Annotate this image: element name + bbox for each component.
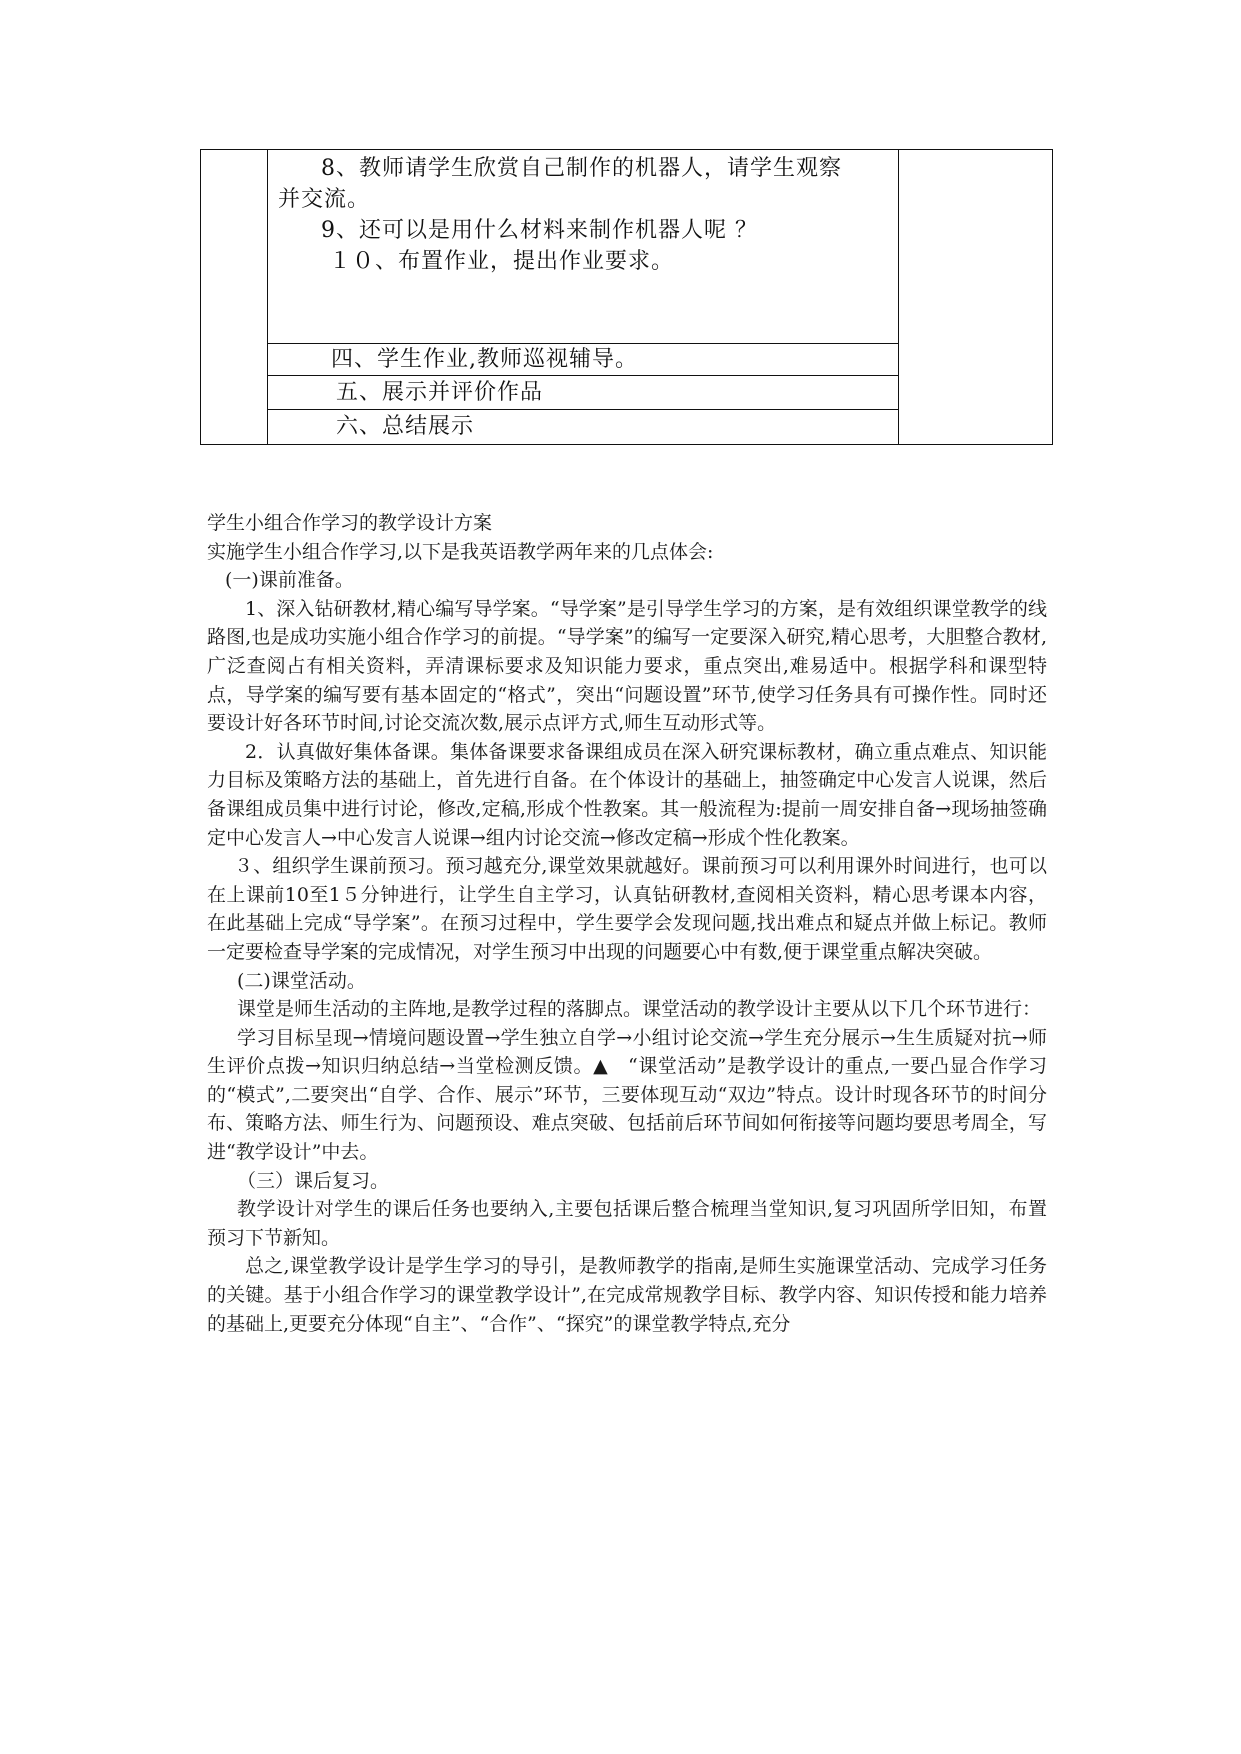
row-6-text: 六、总结展示 bbox=[336, 414, 475, 439]
step-10: １０、布置作业，提出作业要求。 bbox=[329, 249, 675, 274]
article-body bbox=[207, 509, 1047, 1338]
row-5-text: 五、展示并评价作品 bbox=[336, 380, 544, 405]
paragraph-1: 1、深入钻研教材,精心编写导学案。“导学案”是引导学生学习的方案，是有效组织课堂教学的线路图,也是成功实施小组合作学习的前提。“导学案”的编写一定要深入研究,精心思考，大胆整合教材,广泛查阅占有相关资料，弄清课标要求及知识能力要求，重点突出,难易适中。根据学科和课型特点，导学案的编写要有基本固定的“格式”，突出“问题设置”环节,使学习任务具有可操作性。同时还要设计好各环节时间,讨论交流次数,展示点评方式,师生互动形式等。 bbox=[207, 597, 1047, 735]
step-8-line-2: 并交流。 bbox=[278, 187, 371, 212]
section-1-heading: (一)课前准备。 bbox=[225, 569, 354, 592]
table-row-steps bbox=[268, 150, 898, 344]
table-right-column bbox=[898, 150, 1053, 444]
table-left-column bbox=[201, 150, 268, 444]
row-4-text: 四、学生作业,教师巡视辅导。 bbox=[331, 347, 638, 372]
paragraph-4: 课堂是师生活动的主阵地,是教学过程的落脚点。课堂活动的教学设计主要从以下几个环节进行： bbox=[237, 998, 1042, 1021]
step-8-line-1: 8、教师请学生欣赏自己制作的机器人，请学生观察 bbox=[321, 156, 842, 181]
section-2-heading: (二)课堂活动。 bbox=[237, 969, 366, 992]
lesson-steps-table bbox=[200, 149, 1053, 445]
article-title: 学生小组合作学习的教学设计方案 bbox=[207, 512, 493, 534]
paragraph-6: 教学设计对学生的课后任务也要纳入,主要包括课后整合梳理当堂知识,复习巩固所学旧知，布置预习下节新知。 bbox=[207, 1198, 1047, 1249]
paragraph-2: 2．认真做好集体备课。集体备课要求备课组成员在深入研究课标教材，确立重点难点、知识能力目标及策略方法的基础上，首先进行自备。在个体设计的基础上，抽签确定中心发言人说课，然后备课组成员集中进行讨论，修改,定稿,形成个性教案。其一般流程为:提前一周安排自备→现场抽签确定中心发言人→中心发言人说课→组内讨论交流→修改定稿→形成个性化教案。 bbox=[207, 740, 1047, 849]
paragraph-7: 总之,课堂教学设计是学生学习的导引，是教师教学的指南,是师生实施课堂活动、完成学习任务的关键。基于小组合作学习的课堂教学设计”,在完成常规教学目标、教学内容、知识传授和能力培养的基础上,更要充分体现“自主”、“合作”、“探究”的课堂教学特点,充分 bbox=[207, 1255, 1047, 1335]
table-row-4 bbox=[268, 344, 898, 376]
article-intro: 实施学生小组合作学习,以下是我英语教学两年来的几点体会: bbox=[207, 540, 714, 563]
table-row-6 bbox=[268, 410, 898, 444]
paragraph-3: ３、组织学生课前预习。预习越充分,课堂效果就越好。课前预习可以利用课外时间进行，也可以在上课前10至1５分钟进行，让学生自主学习，认真钻研教材,查阅相关资料，精心思考课本内容，在此基础上完成“导学案”。在预习过程中，学生要学会发现问题,找出难点和疑点并做上标记。教师一定要检查导学案的完成情况，对学生预习中出现的问题要心中有数,便于课堂重点解决突破。 bbox=[207, 855, 1047, 963]
step-9: 9、还可以是用什么材料来制作机器人呢 ？ bbox=[321, 218, 758, 243]
section-3-heading: （三）课后复习。 bbox=[237, 1169, 390, 1192]
table-middle-column bbox=[268, 150, 898, 444]
table-row-5 bbox=[268, 376, 898, 410]
paragraph-5: 学习目标呈现→情境问题设置→学生独立自学→小组讨论交流→学生充分展示→生生质疑对抗→师生评价点拨→知识归纳总结→当堂检测反馈。▲ “课堂活动”是教学设计的重点,一要凸显合作学习的“模式”,二要突出“自学、合作、展示”环节，三要体现互动“双边”特点。设计时现各环节的时间分布、策略方法、师生行为、问题预设、难点突破、包括前后环节间如何衔接等问题均要思考周全，写进“教学设计”中去。 bbox=[207, 1026, 1047, 1164]
